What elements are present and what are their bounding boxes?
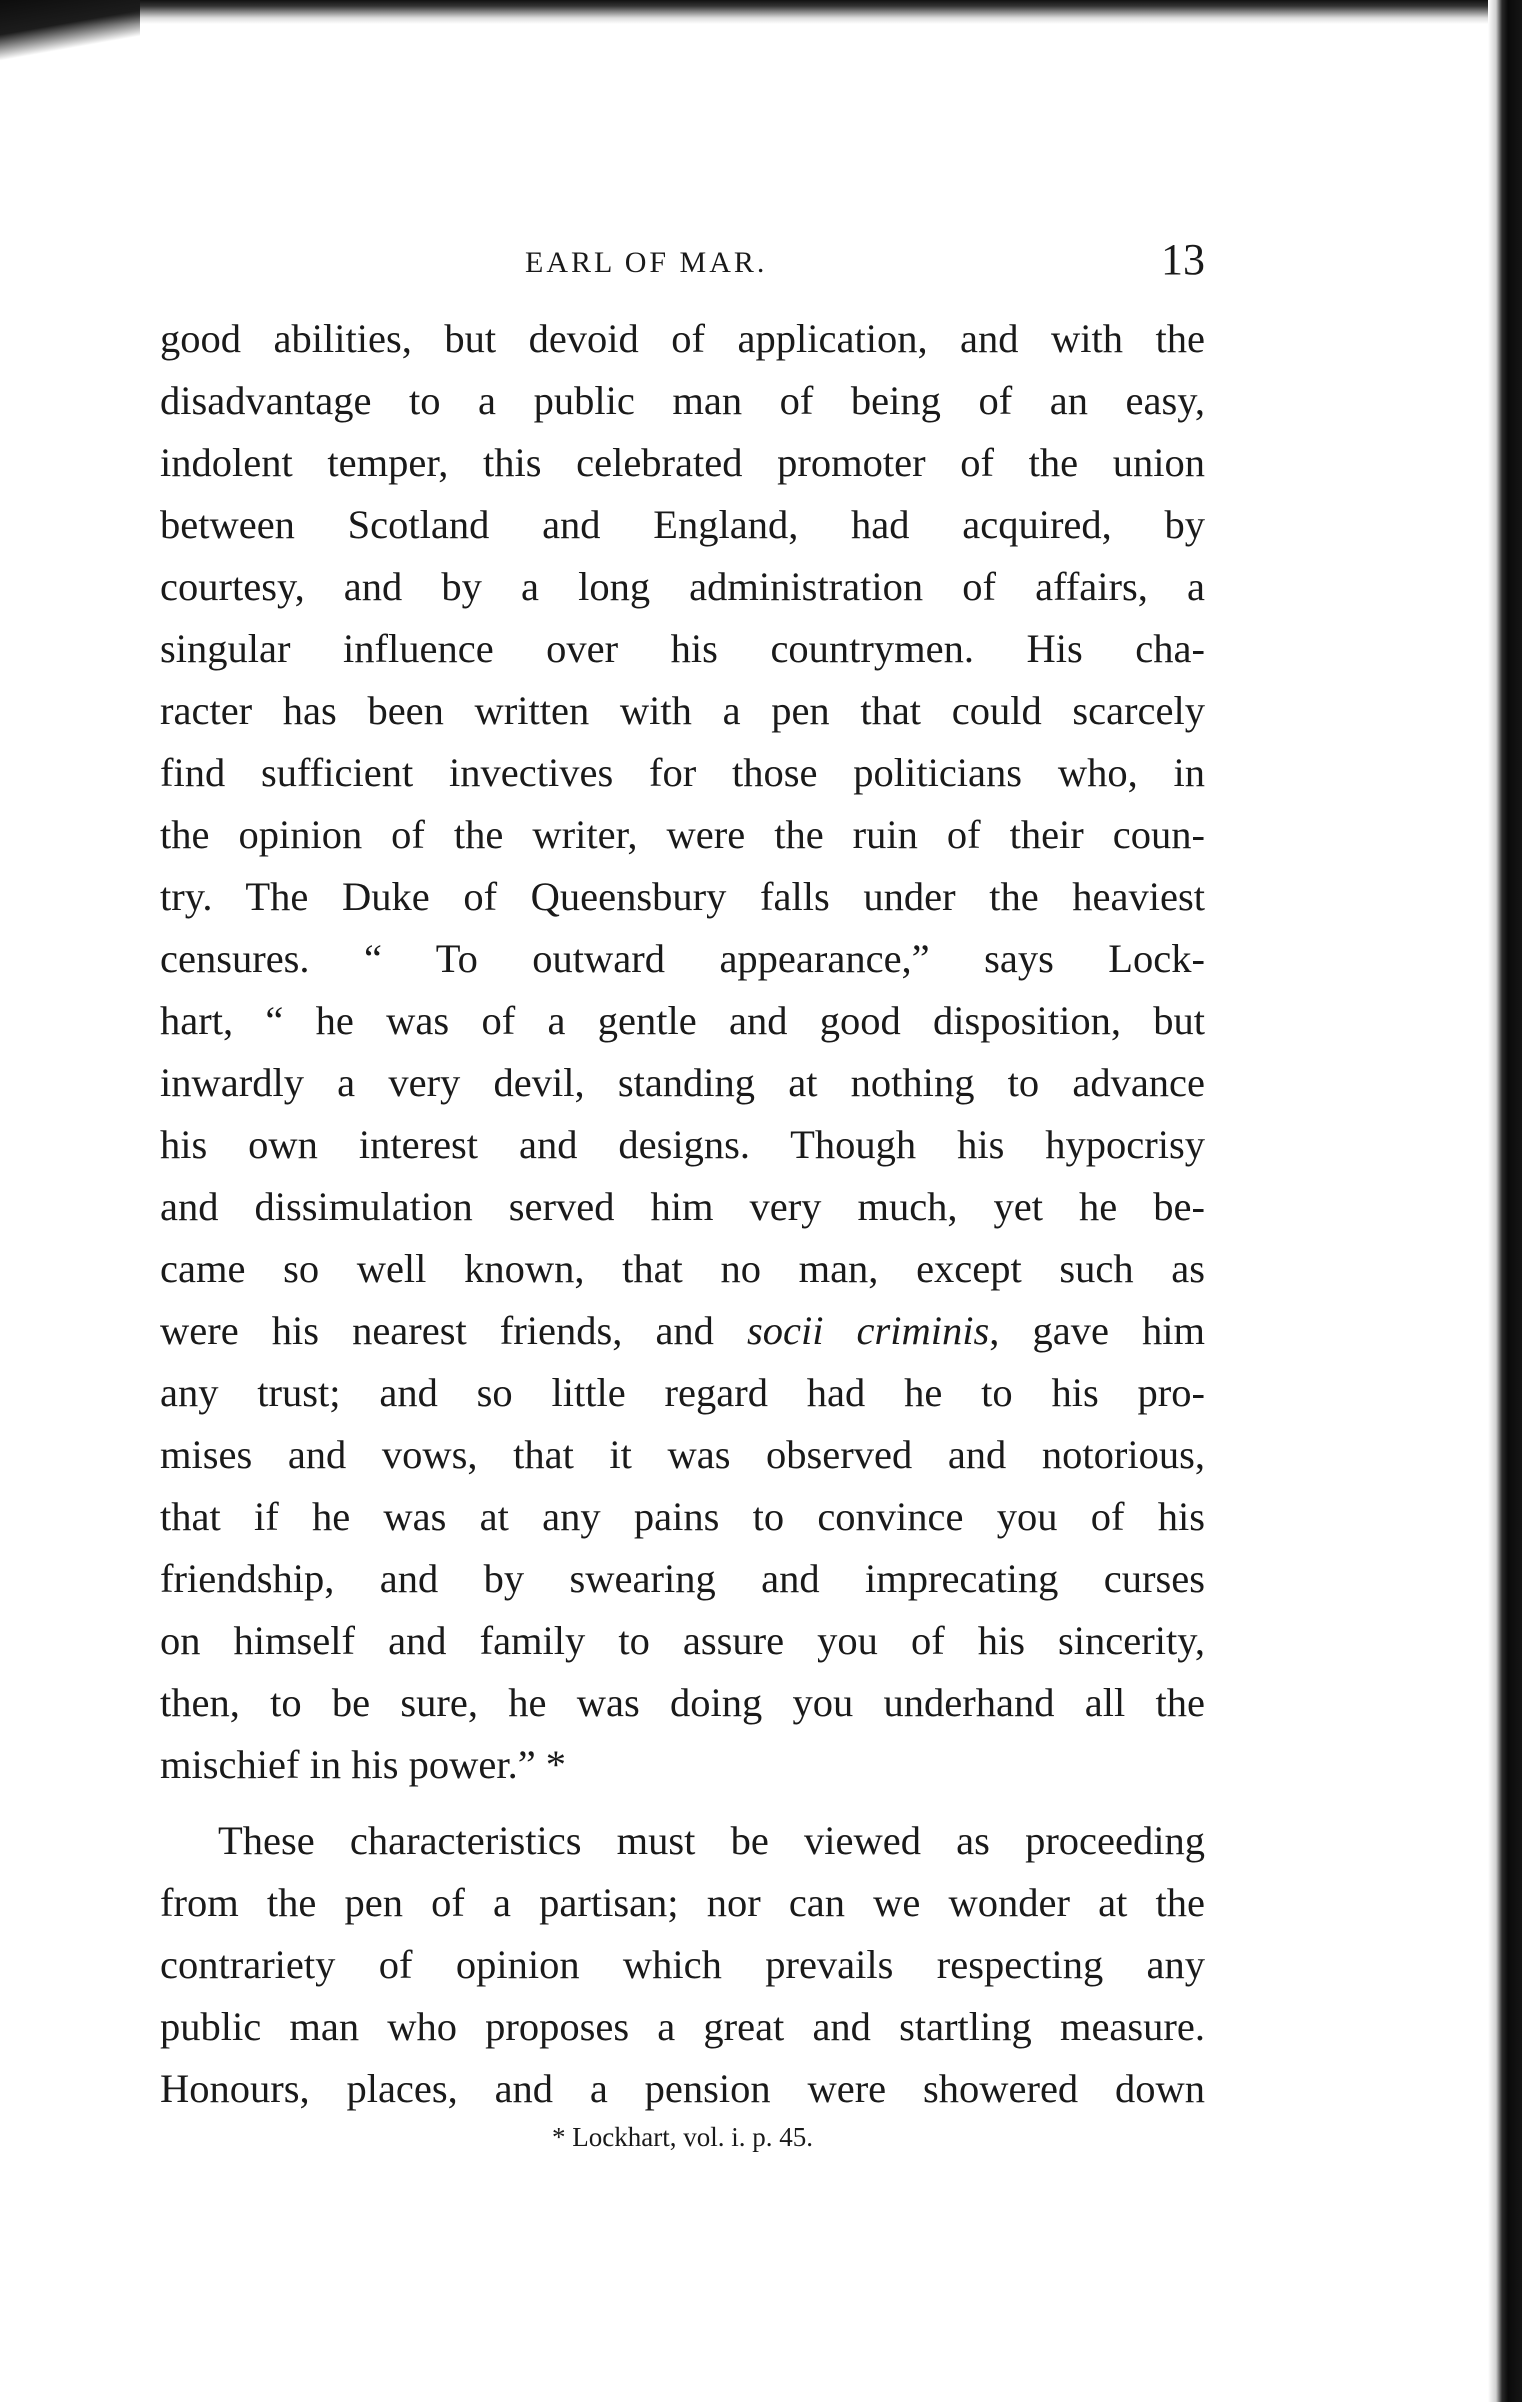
text-line: disadvantage to a public man of being of an easy,: [160, 378, 1205, 423]
text-line: were his nearest friends, and socii criminis, gave him: [160, 1308, 1205, 1353]
text-line: his own interest and designs. Though his hypocrisy: [160, 1122, 1205, 1167]
body-text: [160, 308, 1205, 2120]
text-line: censures. “ To outward appearance,” says Lock-: [160, 936, 1205, 981]
text-line: hart, “ he was of a gentle and good disposition, but: [160, 998, 1205, 1043]
text-line: good abilities, but devoid of application, and with the: [160, 316, 1205, 361]
text-line: came so well known, that no man, except such as: [160, 1246, 1205, 1291]
text-line: between Scotland and England, had acquired, by: [160, 502, 1205, 547]
footnote: * Lockhart, vol. i. p. 45.: [552, 2122, 813, 2152]
text-line: from the pen of a partisan; nor can we wonder at the: [160, 1880, 1205, 1925]
running-head: EARL OF MAR.: [525, 246, 768, 279]
text-line: indolent temper, this celebrated promoter of the union: [160, 440, 1205, 485]
paragraph-gap: [160, 1796, 1205, 1810]
scan-corner-shadow: [0, 0, 140, 62]
text-line: try. The Duke of Queensbury falls under the heaviest: [160, 874, 1205, 919]
paragraph-1: [160, 308, 1205, 1796]
text-line: courtesy, and by a long administration of affairs, a: [160, 564, 1205, 609]
text-line: that if he was at any pains to convince you of his: [160, 1494, 1205, 1539]
text-line: and dissimulation served him very much, yet he be-: [160, 1184, 1205, 1229]
text-line: These characteristics must be viewed as proceeding: [218, 1818, 1205, 1863]
text-line: Honours, places, and a pension were showered down: [160, 2066, 1205, 2111]
text-line: mises and vows, that it was observed and notorious,: [160, 1432, 1205, 1477]
scan-right-edge: [1488, 0, 1522, 2402]
text-line: then, to be sure, he was doing you underhand all the: [160, 1680, 1205, 1725]
text-line: public man who proposes a great and startling measure.: [160, 2004, 1205, 2049]
paragraph-2: [160, 1810, 1205, 2120]
text-line: find sufficient invectives for those politicians who, in: [160, 750, 1205, 795]
page-number: 13: [1161, 235, 1205, 284]
text-line: any trust; and so little regard had he to his pro-: [160, 1370, 1205, 1415]
page-header: [160, 235, 1205, 290]
text-line: racter has been written with a pen that could scarcely: [160, 688, 1205, 733]
text-line: on himself and family to assure you of his sincerity,: [160, 1618, 1205, 1663]
text-line: singular influence over his countrymen. His cha-: [160, 626, 1205, 671]
text-line: contrariety of opinion which prevails respecting any: [160, 1942, 1205, 1987]
text-line: mischief in his power.” *: [160, 1742, 567, 1787]
text-line: friendship, and by swearing and imprecating curses: [160, 1556, 1205, 1601]
text-line: the opinion of the writer, were the ruin of their coun-: [160, 812, 1205, 857]
text-line: inwardly a very devil, standing at nothing to advance: [160, 1060, 1205, 1105]
scan-top-edge: [0, 0, 1522, 24]
